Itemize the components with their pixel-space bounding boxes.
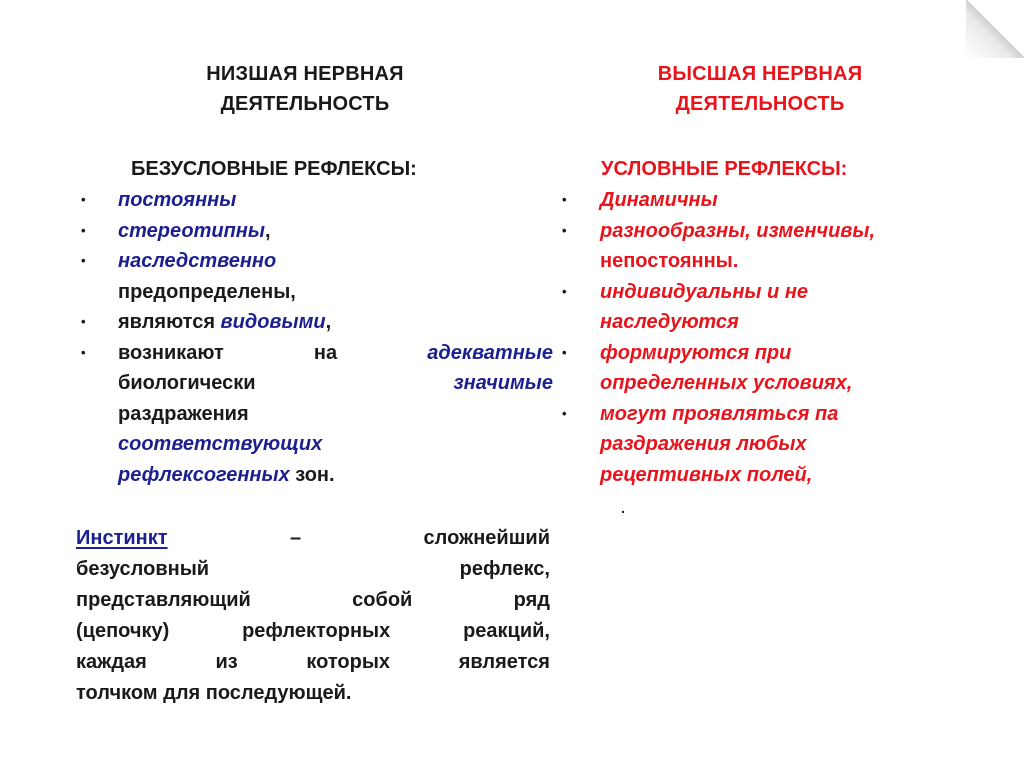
- bullet-icon: •: [562, 192, 567, 207]
- item-punct: ,: [325, 311, 332, 333]
- definition-word: безусловный: [76, 558, 210, 580]
- list-item: [81, 307, 553, 338]
- item-word: значимые: [453, 372, 553, 394]
- item-text: раздражения любых: [600, 433, 807, 455]
- list-item: [81, 246, 553, 307]
- definition-word: –: [289, 527, 302, 549]
- item-line: раздражения: [118, 402, 249, 425]
- definition-word: рефлекторных: [242, 620, 391, 642]
- item-line: [118, 368, 553, 399]
- bullet-icon: •: [81, 192, 86, 207]
- definition-line: [76, 647, 550, 678]
- item-text: Динамичны: [600, 189, 718, 211]
- item-line: [118, 460, 553, 491]
- definition-word: собой: [352, 589, 413, 611]
- bullet-icon: •: [81, 222, 86, 238]
- item-text: рецептивных полей,: [600, 463, 813, 486]
- list-item: [562, 399, 970, 491]
- definition-word: (цепочку): [76, 620, 170, 642]
- item-line: [118, 338, 553, 369]
- definition-word: сложнейший: [423, 527, 550, 549]
- item-text: индивидуальны и не: [600, 280, 809, 303]
- item-text: предопределены,: [118, 280, 296, 303]
- instinct-definition: [76, 523, 550, 709]
- heading-line: ДЕЯТЕЛЬНОСТЬ: [220, 93, 390, 115]
- list-item: [562, 277, 970, 338]
- item-text: наследуются: [600, 311, 739, 333]
- list-item: [81, 338, 553, 491]
- item-word: возникают: [118, 341, 224, 364]
- list-item: [562, 216, 970, 277]
- unconditioned-reflexes-subheading: БЕЗУСЛОВНЫЕ РЕФЛЕКСЫ:: [131, 158, 417, 180]
- unconditioned-reflexes-list: [81, 185, 553, 490]
- bullet-icon: •: [562, 405, 567, 421]
- definition-word: из: [215, 651, 238, 673]
- item-word: на: [313, 341, 338, 364]
- heading-line: ВЫСШАЯ НЕРВНАЯ: [657, 63, 863, 85]
- page-curl-decoration: [966, 0, 1024, 58]
- item-word: зон.: [289, 463, 335, 486]
- bullet-icon: •: [562, 283, 567, 299]
- definition-word: которых: [306, 651, 391, 673]
- item-line: соответствующих: [118, 433, 323, 455]
- definition-word: представляющий: [76, 589, 251, 611]
- bullet-icon: •: [562, 344, 567, 360]
- list-item: [81, 216, 553, 247]
- list-item: [562, 338, 970, 399]
- bullet-icon: •: [81, 314, 86, 329]
- item-word: адекватные: [427, 341, 553, 364]
- heading-line: НИЗШАЯ НЕРВНАЯ: [206, 63, 404, 85]
- item-text: видовыми: [220, 311, 326, 333]
- item-text: являются: [118, 311, 221, 333]
- item-punct: ,: [264, 219, 271, 242]
- definition-word: является: [458, 651, 550, 673]
- definition-line: [76, 554, 550, 585]
- stray-dot: .: [621, 500, 625, 516]
- list-item: [562, 185, 970, 216]
- definition-word: каждая: [76, 651, 147, 673]
- definition-word: ряд: [513, 589, 550, 611]
- item-text: непостоянны.: [600, 250, 739, 272]
- instinct-term: Инстинкт: [76, 527, 168, 549]
- heading-line: ДЕЯТЕЛЬНОСТЬ: [675, 93, 845, 115]
- item-text: стереотипны: [118, 219, 265, 242]
- conditioned-reflexes-subheading: УСЛОВНЫЕ РЕФЛЕКСЫ:: [601, 158, 848, 180]
- item-text: разнообразны, изменчивы,: [600, 219, 876, 242]
- item-text: могут проявляться па: [600, 402, 839, 425]
- definition-line: толчком для последующей.: [76, 682, 352, 704]
- definition-word: реакций,: [463, 620, 550, 642]
- definition-line: [76, 616, 550, 647]
- item-text: определенных условиях,: [600, 372, 853, 394]
- item-text: формируются при: [600, 341, 792, 364]
- conditioned-reflexes-list: [562, 185, 970, 490]
- lower-nervous-activity-heading: [120, 59, 490, 119]
- list-item: [81, 185, 553, 216]
- item-text: постоянны: [118, 189, 237, 211]
- higher-nervous-activity-heading: [575, 59, 945, 119]
- definition-line: [76, 523, 550, 554]
- bullet-icon: •: [81, 253, 86, 268]
- definition-line: [76, 585, 550, 616]
- item-text: наследственно: [118, 250, 277, 272]
- bullet-icon: •: [81, 344, 86, 360]
- definition-word: рефлекс,: [459, 558, 550, 580]
- bullet-icon: •: [562, 222, 567, 238]
- item-word: рефлексогенных: [118, 463, 290, 486]
- item-word: биологически: [118, 372, 256, 394]
